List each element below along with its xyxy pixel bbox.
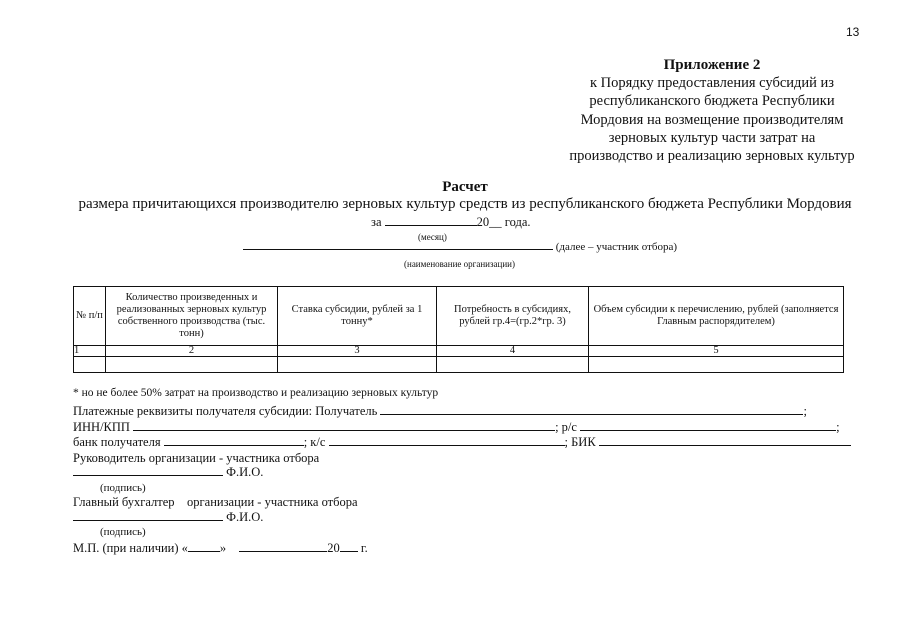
appendix-line: республиканского бюджета Республики (589, 93, 835, 110)
inn-label: ИНН/КПП (73, 420, 130, 434)
table-cell: 3 (278, 346, 437, 357)
page-number: 13 (846, 25, 860, 39)
head-fio: Ф.И.О. (226, 465, 264, 479)
organization-line (243, 241, 677, 254)
table-cell (589, 357, 844, 373)
table-header-cell: № п/п (74, 287, 106, 346)
table-cell (74, 357, 106, 373)
stamp-year-blank (340, 550, 358, 552)
table-cell: 5 (589, 346, 844, 357)
period-year: 20__ года. (476, 215, 531, 229)
payee-line (73, 404, 807, 418)
table-number-row (74, 346, 844, 357)
stamp-end: г. (360, 541, 368, 555)
appendix-line: к Порядку предоставления субсидий из (589, 75, 835, 92)
table-cell (437, 357, 589, 373)
stamp-day-blank (188, 550, 220, 552)
rs-blank (580, 429, 836, 431)
ks-blank (329, 444, 565, 446)
table-cell: 1 (74, 346, 106, 357)
bank-blank (164, 444, 304, 446)
accountant-label: Главный бухгалтер организации - участника отбора (73, 495, 358, 509)
table-header-cell: Ставка субсидии, рублей за 1 тонну* (278, 287, 437, 346)
calculation-subtitle: размера причитающихся производителю зерновых культур средств из республиканского бюджета Республики Мордовия (78, 196, 852, 212)
stamp-mid: » (219, 541, 227, 555)
organization-suffix: (далее – участник отбора) (555, 241, 678, 253)
month-blank (385, 224, 477, 226)
table-header-cell: Потребность в субсидиях, рублей гр.4=(гр.2*гр. 3) (437, 287, 589, 346)
bik-blank (599, 444, 851, 446)
bik-label: ; БИК (564, 435, 596, 449)
table-cell (106, 357, 278, 373)
stamp-label: М.П. (при наличии) « (73, 541, 188, 555)
table-header-cell: Количество произведенных и реализованных зерновых культур собственного производства (тыс. тонн) (106, 287, 278, 346)
stamp-year: 20 (327, 541, 340, 555)
payee-label: Платежные реквизиты получателя субсидии: Получатель (73, 404, 378, 418)
head-signature-line (73, 465, 263, 479)
inn-line (73, 420, 840, 434)
rs-end: ; (836, 420, 840, 434)
calculation-title: Расчет (442, 179, 488, 195)
period-prefix: за (371, 215, 382, 229)
appendix-line: производство и реализацию зерновых культур (569, 148, 855, 165)
head-label: Руководитель организации - участника отбора (73, 451, 320, 465)
head-signature-caption: (подпись) (100, 482, 146, 494)
period-line (371, 215, 531, 229)
payee-blank (380, 413, 803, 415)
stamp-line (73, 541, 368, 555)
bank-label: банк получателя (73, 435, 161, 449)
payee-end: ; (803, 404, 807, 418)
table-row (74, 357, 844, 373)
table-cell: 2 (106, 346, 278, 357)
organization-caption: (наименование организации) (404, 259, 515, 269)
stamp-month-blank (239, 550, 327, 552)
inn-blank (133, 429, 555, 431)
rs-label: ; р/с (555, 420, 577, 434)
accountant-signature-line (73, 510, 263, 524)
subsidy-table (73, 286, 844, 373)
table-header-row (74, 287, 844, 346)
accountant-signature-caption: (подпись) (100, 526, 146, 538)
table-header-cell: Объем субсидии к перечислению, рублей (заполняется Главным распорядителем) (589, 287, 844, 346)
appendix-title: Приложение 2 (663, 57, 761, 73)
footnote: * но не более 50% затрат на производство и реализацию зерновых культур (73, 387, 439, 399)
head-signature-blank (73, 474, 223, 476)
appendix-line: зерновых культур части затрат на (608, 129, 816, 146)
month-caption: (месяц) (418, 232, 447, 242)
accountant-signature-blank (73, 519, 223, 521)
bank-line (73, 435, 851, 449)
appendix-line: Мордовия на возмещение производителям (580, 111, 844, 128)
accountant-fio: Ф.И.О. (226, 510, 264, 524)
table-cell: 4 (437, 346, 589, 357)
table-cell (278, 357, 437, 373)
organization-blank (243, 248, 553, 250)
ks-label: ; к/с (303, 435, 326, 449)
appendix-block (520, 56, 904, 165)
